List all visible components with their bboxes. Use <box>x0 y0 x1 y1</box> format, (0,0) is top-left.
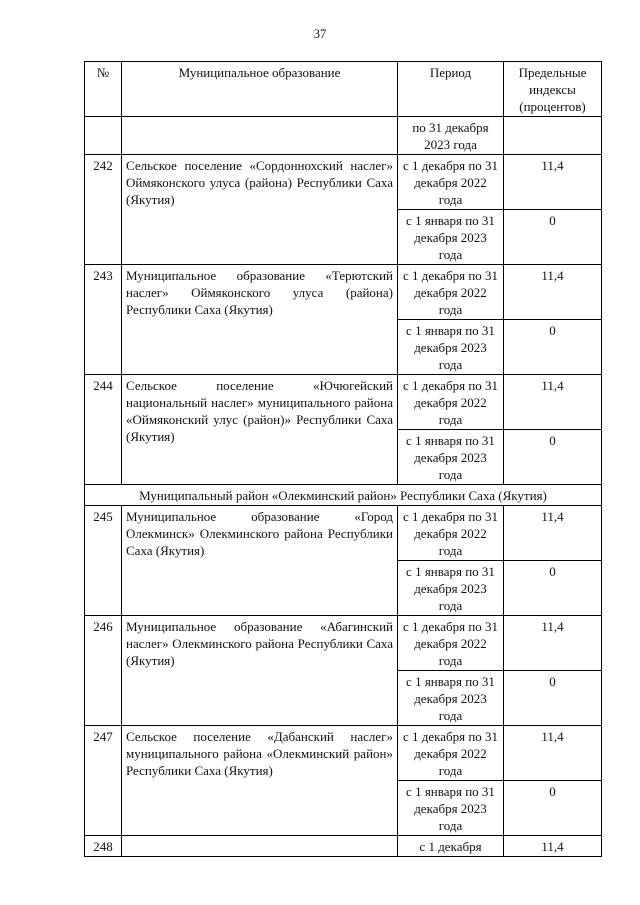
table-row <box>85 616 602 671</box>
cell-index: 0 <box>504 781 602 836</box>
cell-index <box>504 117 602 155</box>
table-row-continuation <box>85 117 602 155</box>
column-header-index: Предельные индексы (процентов) <box>504 62 602 117</box>
column-header-municipality: Муниципальное образование <box>122 62 398 117</box>
table-row <box>85 506 602 561</box>
cell-period: с 1 декабря по 31 декабря 2022 года <box>398 265 504 320</box>
cell-period: с 1 декабря по 31 декабря 2022 года <box>398 375 504 430</box>
cell-number: 243 <box>85 265 122 375</box>
cell-index: 11,4 <box>504 616 602 671</box>
section-row <box>85 485 602 506</box>
cell-index: 0 <box>504 320 602 375</box>
cell-period: с 1 декабря по 31 декабря 2022 года <box>398 616 504 671</box>
cell-period: с 1 января по 31 декабря 2023 года <box>398 430 504 485</box>
table-row <box>85 155 602 210</box>
cell-index: 11,4 <box>504 836 602 857</box>
page-number: 37 <box>313 27 327 41</box>
cell-municipality: Сельское поселение «Дабанский наслег» муниципального района «Олекминский район» Республики Саха (Якутия) <box>122 726 398 836</box>
cell-number: 242 <box>85 155 122 265</box>
column-header-number: № <box>85 62 122 117</box>
cell-period: с 1 января по 31 декабря 2023 года <box>398 320 504 375</box>
cell-number: 246 <box>85 616 122 726</box>
cell-municipality: Муниципальное образование «Город Олекминск» Олекминского района Республики Саха (Якутия) <box>122 506 398 616</box>
cell-municipality: Муниципальное образование «Терютский наслег» Оймяконского улуса (района) Республики Саха (Якутия) <box>122 265 398 375</box>
cell-number: 244 <box>85 375 122 485</box>
cell-municipality: Сельское поселение «Ючюгейский национальный наслег» муниципального района «Оймяконский улус (район)» Республики Саха (Якутия) <box>122 375 398 485</box>
cell-number: 245 <box>85 506 122 616</box>
cell-index: 11,4 <box>504 155 602 210</box>
cell-index: 0 <box>504 671 602 726</box>
cell-municipality: Сельское поселение «Сордоннохский наслег» Оймяконского улуса (района) Республики Саха (Якутия) <box>122 155 398 265</box>
cell-period: с 1 декабря по 31 декабря 2022 года <box>398 726 504 781</box>
cell-period: с 1 декабря <box>398 836 504 857</box>
cell-period: с 1 января по 31 декабря 2023 года <box>398 781 504 836</box>
cell-index: 11,4 <box>504 726 602 781</box>
cell-index: 11,4 <box>504 375 602 430</box>
cell-index: 0 <box>504 561 602 616</box>
table-row <box>85 836 602 857</box>
cell-number <box>85 117 122 155</box>
section-title: Муниципальный район «Олекминский район» Республики Саха (Якутия) <box>85 485 602 506</box>
cell-municipality: Муниципальное образование «Абагинский наслег» Олекминского района Республики Саха (Якутия) <box>122 616 398 726</box>
cell-index: 11,4 <box>504 265 602 320</box>
table-row <box>85 375 602 430</box>
cell-index: 0 <box>504 210 602 265</box>
cell-period: с 1 декабря по 31 декабря 2022 года <box>398 155 504 210</box>
table-row <box>85 265 602 320</box>
cell-period: с 1 января по 31 декабря 2023 года <box>398 671 504 726</box>
cell-period: с 1 января по 31 декабря 2023 года <box>398 561 504 616</box>
limit-indices-table <box>84 61 602 857</box>
table-header-row <box>85 62 602 117</box>
table-row <box>85 726 602 781</box>
cell-number: 247 <box>85 726 122 836</box>
cell-period: по 31 декабря 2023 года <box>398 117 504 155</box>
cell-index: 11,4 <box>504 506 602 561</box>
cell-number: 248 <box>85 836 122 857</box>
cell-municipality <box>122 836 398 857</box>
cell-period: с 1 декабря по 31 декабря 2022 года <box>398 506 504 561</box>
column-header-period: Период <box>398 62 504 117</box>
cell-index: 0 <box>504 430 602 485</box>
cell-period: с 1 января по 31 декабря 2023 года <box>398 210 504 265</box>
cell-municipality <box>122 117 398 155</box>
